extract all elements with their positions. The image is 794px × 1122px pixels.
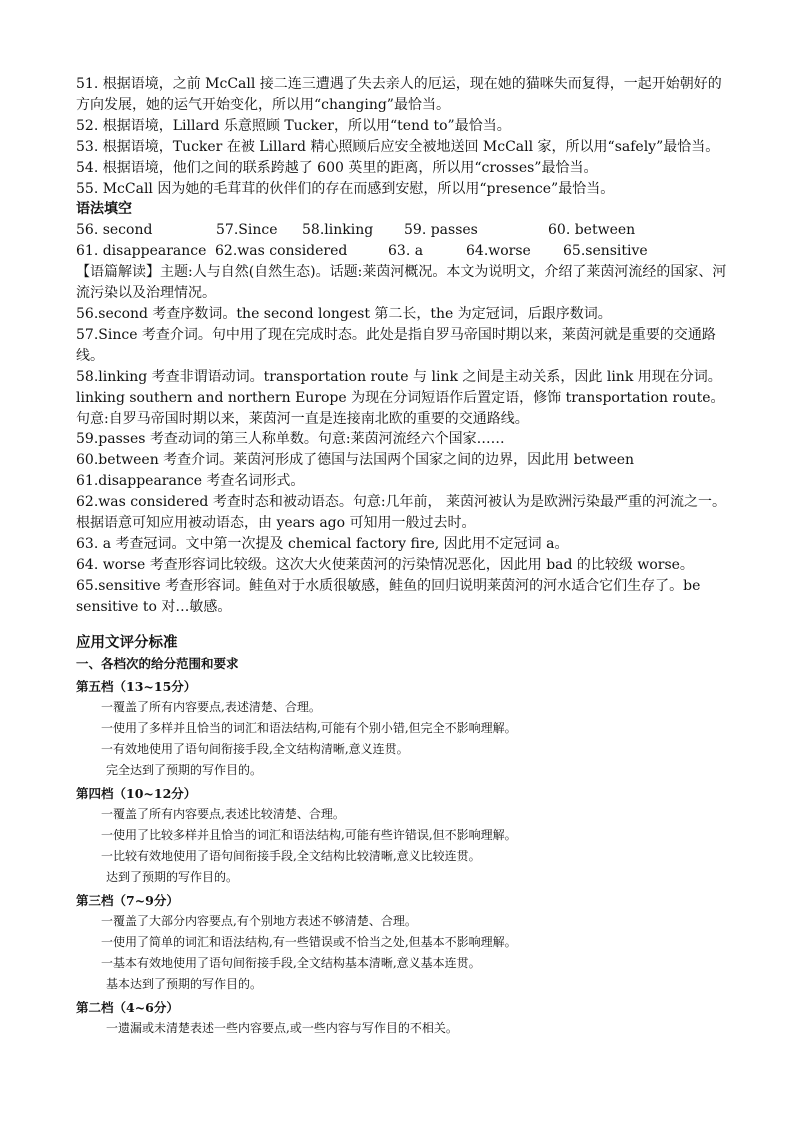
rubric-level-2: 第二档（4~6分） <box>76 999 179 1015</box>
explanation-52: 52. 根据语境，Lillard 乐意照顾 Tucker，所以用“tend to”最恰当。 <box>76 117 511 134</box>
explanation-53: 53. 根据语境，Tucker 在被 Lillard 精心照顾后应安全被地送回 McCall 家，所以用“safely”最恰当。 <box>76 138 720 155</box>
rubric-item: 一有效地使用了语句间衔接手段,全文结构清晰,意义连贯。 <box>101 741 409 756</box>
explanation-56: 56.second 考查序数词。the second longest 第二长，the 为定冠词，后跟序数词。 <box>76 305 612 322</box>
explanation-54: 54. 根据语境，他们之间的联系跨越了 600 英里的距离，所以用“crosses”最恰当。 <box>76 159 598 176</box>
explanation-55: 55. McCall 因为她的毛茸茸的伙伴们的存在而感到安慰，所以用“presence”最恰当。 <box>76 180 615 197</box>
rubric-item: 一使用了比较多样并且恰当的词汇和语法结构,可能有些许错误,但不影响理解。 <box>101 827 517 842</box>
answer-58: 58.linking <box>302 222 374 239</box>
rubric-item: 达到了预期的写作目的。 <box>106 869 239 884</box>
rubric-item: 一覆盖了大部分内容要点,有个别地方表述不够清楚、合理。 <box>101 913 417 928</box>
answer-62: 62.was considered <box>215 243 348 260</box>
answer-key-row-1 <box>76 220 728 241</box>
answer-64: 64.worse <box>466 243 531 260</box>
explanation-61: 61.disappearance 考查名词形式。 <box>76 473 305 490</box>
explanation-62: 62.was considered 考查时态和被动语态。句意:几年前， 莱茵河被认为是欧洲污染最严重的河流之一。根据语意可知应用被动语态，由 years ago 可知用一般过去时。 <box>76 494 726 532</box>
rubric-title: 应用文评分标准 <box>76 633 178 651</box>
rubric-item: 一使用了简单的词汇和语法结构,有一些错误或不恰当之处,但基本不影响理解。 <box>101 934 517 949</box>
discourse-analysis: 【语篇解读】主题:人与自然(自然生态)。话题:莱茵河概况。本文为说明文，介绍了莱茵河流经的国家、河流污染以及治理情况。 <box>76 264 727 302</box>
answer-61: 61. disappearance <box>76 243 207 260</box>
rubric-item: 一覆盖了所有内容要点,表述清楚、合理。 <box>101 699 321 714</box>
explanation-65: 65.sensitive 考查形容词。鲑鱼对于水质很敏感，鲑鱼的回归说明莱茵河的河水适合它们生存了。be sensitive to 对…敏感。 <box>76 577 701 615</box>
rubric-item: 完全达到了预期的写作目的。 <box>106 762 263 777</box>
answer-59: 59. passes <box>404 222 478 239</box>
answer-60: 60. between <box>548 222 636 239</box>
answer-65: 65.sensitive <box>563 243 648 260</box>
answer-56: 56. second <box>76 222 153 239</box>
explanation-64: 64. worse 考查形容词比较级。这次大火使莱茵河的污染情况恶化，因此用 bad 的比较级 worse。 <box>76 556 694 573</box>
answer-57: 57.Since <box>216 222 278 239</box>
rubric-item: 一遗漏或未清楚表述一些内容要点,或一些内容与写作目的不相关。 <box>106 1020 458 1035</box>
explanation-63: 63. a 考查冠词。文中第一次提及 chemical factory fire, 因此用不定冠词 a。 <box>76 535 569 552</box>
rubric-item: 基本达到了预期的写作目的。 <box>106 976 263 991</box>
explanation-51: 51. 根据语境，之前 McCall 接二连三遭遇了失去亲人的厄运，现在她的猫咪失而复得，一起开始朝好的方向发展，她的运气开始变化，所以用“changing”最恰当。 <box>76 76 722 113</box>
rubric-level-4: 第四档（10~12分） <box>76 785 197 801</box>
rubric-subtitle: 一、各档次的给分范围和要求 <box>76 655 239 671</box>
answer-63: 63. a <box>388 243 424 260</box>
rubric-item: 一覆盖了所有内容要点,表述比较清楚、合理。 <box>101 806 345 821</box>
grammar-section-title: 语法填空 <box>76 201 132 218</box>
rubric-section <box>76 653 728 1039</box>
answer-key-row-2 <box>76 241 728 262</box>
rubric-item: 一比较有效地使用了语句间衔接手段,全文结构比较清晰,意义比较连贯。 <box>101 848 481 863</box>
rubric-item: 一基本有效地使用了语句间衔接手段,全文结构基本清晰,意义基本连贯。 <box>101 955 481 970</box>
rubric-level-3: 第三档（7~9分） <box>76 892 179 908</box>
grammar-explanations <box>76 262 728 617</box>
explanation-58: 58.linking 考查非谓语动词。transportation route 与 link 之间是主动关系，因此 link 用现在分词。linking southern and northern Europe 为现在分词短语作后置定语，修饰 transportation route。句意:自罗马帝国时期以来，莱茵河一直是连接南北欧的重要的交通路线。 <box>76 368 725 427</box>
explanation-60: 60.between 考查介词。莱茵河形成了德国与法国两个国家之间的边界，因此用 between <box>76 452 635 469</box>
explanation-57: 57.Since 考查介词。句中用了现在完成时态。此处是指自罗马帝国时期以来，莱茵河就是重要的交通路线。 <box>76 326 716 364</box>
rubric-level-5: 第五档（13~15分） <box>76 678 197 694</box>
rubric-item: 一使用了多样并且恰当的词汇和语法结构,可能有个别小错,但完全不影响理解。 <box>101 720 517 735</box>
explanation-59: 59.passes 考查动词的第三人称单数。句意:莱茵河流经六个国家…… <box>76 431 505 448</box>
reading-explanations <box>76 74 728 199</box>
